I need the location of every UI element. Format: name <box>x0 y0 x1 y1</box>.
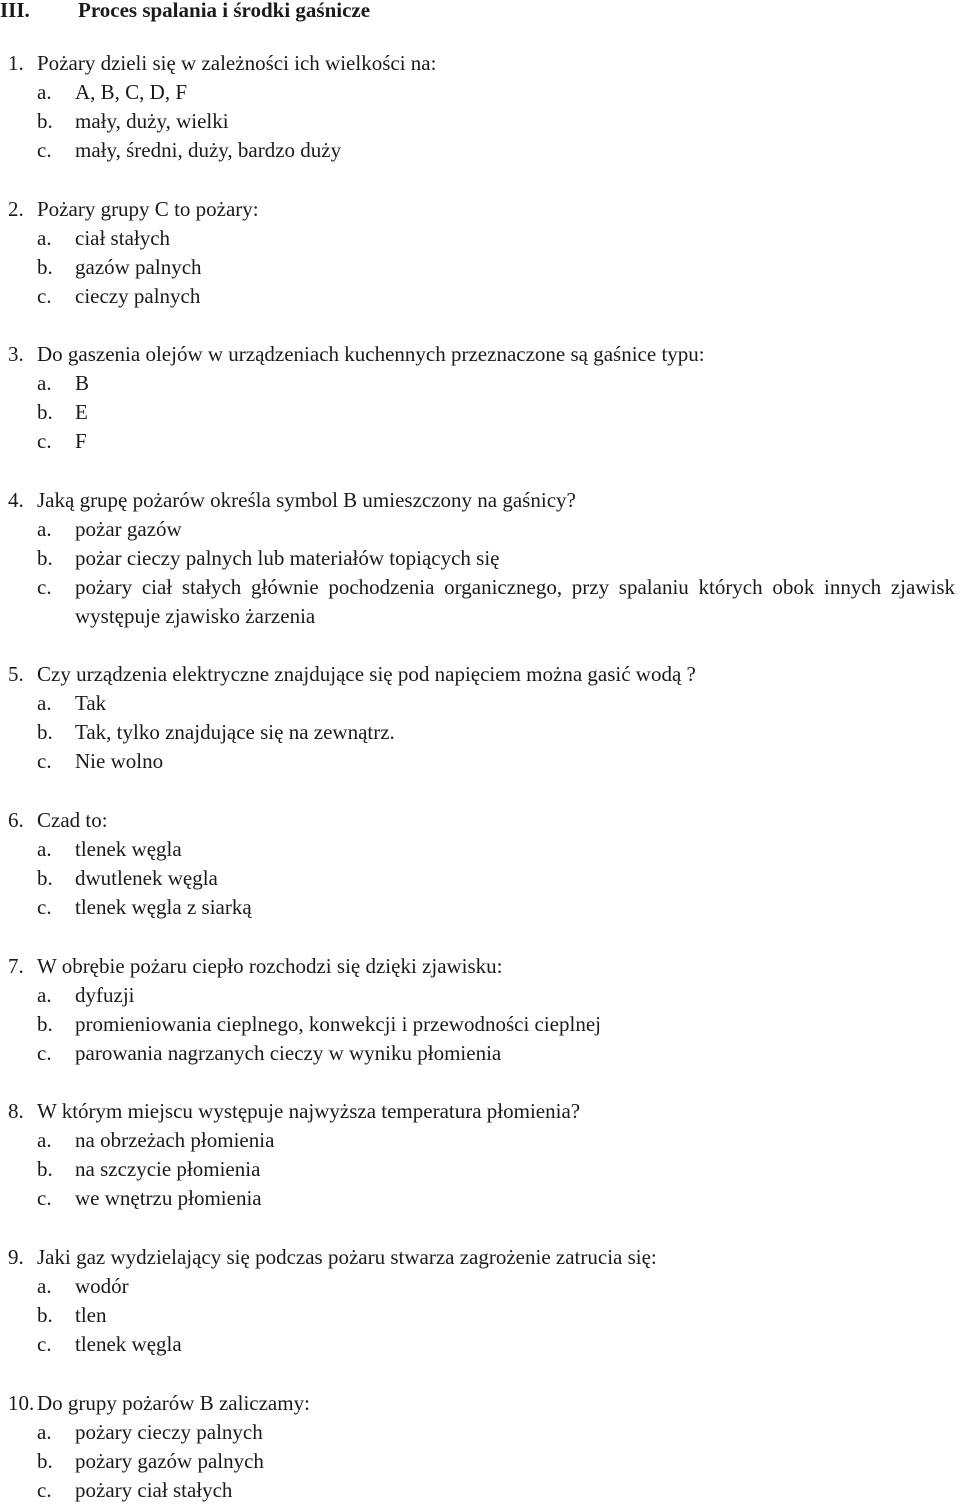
answer-option <box>0 1039 960 1068</box>
option-letter: a. <box>37 983 52 1007</box>
answer-option <box>0 1126 960 1155</box>
option-text: tlenek węgla <box>75 1332 182 1356</box>
answer-option <box>0 253 960 282</box>
option-text: B <box>75 371 90 395</box>
option-text: wodór <box>75 1274 129 1298</box>
answer-option <box>0 369 960 398</box>
option-text: gazów palnych <box>75 255 202 279</box>
question-line <box>0 340 960 369</box>
option-letter: c. <box>37 1186 52 1210</box>
question-4 <box>0 486 960 631</box>
answer-option <box>0 1330 960 1359</box>
option-letter: b. <box>37 866 53 890</box>
answer-option <box>0 398 960 427</box>
option-letter: c. <box>37 895 52 919</box>
option-text: tlenek węgla z siarką <box>75 895 252 919</box>
question-text: W obrębie pożaru ciepło rozchodzi się dzięki zjawisku: <box>37 954 503 978</box>
option-letter: c. <box>37 575 52 599</box>
question-number: 6. <box>8 808 24 832</box>
option-text: A, B, C, D, F <box>75 80 188 104</box>
question-8 <box>0 1097 960 1213</box>
option-text: pożary gazów palnych <box>75 1449 264 1473</box>
question-line <box>0 660 960 689</box>
question-number: 1. <box>8 51 24 75</box>
option-text: promieniowania cieplnego, konwekcji i przewodności cieplnej <box>75 1012 601 1036</box>
question-line <box>0 195 960 224</box>
option-letter: b. <box>37 720 53 744</box>
option-text: F <box>75 429 87 453</box>
question-2 <box>0 195 960 311</box>
section-heading <box>0 0 370 25</box>
answer-option <box>0 515 960 544</box>
option-text: pożary ciał stałych głównie pochodzenia organicznego, przy spalaniu których obok innych zjawisk występuje zjawisko żarzenia <box>75 575 955 628</box>
question-number: 8. <box>8 1099 24 1123</box>
option-letter: c. <box>37 749 52 773</box>
option-letter: b. <box>37 109 53 133</box>
option-letter: a. <box>37 1128 52 1152</box>
option-letter: a. <box>37 517 52 541</box>
question-9 <box>0 1243 960 1359</box>
answer-option <box>0 1010 960 1039</box>
question-line <box>0 486 960 515</box>
answer-option <box>0 1184 960 1213</box>
option-letter: a. <box>37 691 52 715</box>
option-text: tlenek węgla <box>75 837 182 861</box>
question-number: 9. <box>8 1245 24 1269</box>
question-line <box>0 806 960 835</box>
answer-option <box>0 1476 960 1505</box>
option-text: cieczy palnych <box>75 284 201 308</box>
question-5 <box>0 660 960 776</box>
question-line <box>0 49 960 78</box>
answer-option <box>0 981 960 1010</box>
option-text: E <box>75 400 88 424</box>
answer-option <box>0 835 960 864</box>
option-text: parowania nagrzanych cieczy w wyniku płomienia <box>75 1041 502 1065</box>
question-text: W którym miejscu występuje najwyższa temperatura płomienia? <box>37 1099 581 1123</box>
option-letter: a. <box>37 1274 52 1298</box>
option-text: we wnętrzu płomienia <box>75 1186 262 1210</box>
section-number: III. <box>0 0 30 22</box>
option-text: pożary ciał stałych <box>75 1478 233 1502</box>
option-letter: a. <box>37 371 52 395</box>
question-3 <box>0 340 960 456</box>
section-title: Proces spalania i środki gaśnicze <box>78 0 371 22</box>
option-letter: c. <box>37 1478 52 1502</box>
answer-option <box>0 689 960 718</box>
option-text: Tak <box>75 691 107 715</box>
question-number: 3. <box>8 342 24 366</box>
option-letter: a. <box>37 80 52 104</box>
option-letter: a. <box>37 226 52 250</box>
question-text: Jaki gaz wydzielający się podczas pożaru stwarza zagrożenie zatrucia się: <box>37 1245 657 1269</box>
option-text: Tak, tylko znajdujące się na zewnątrz. <box>75 720 395 744</box>
option-letter: c. <box>37 138 52 162</box>
option-text: pożar gazów <box>75 517 182 541</box>
option-text: na obrzeżach płomienia <box>75 1128 275 1152</box>
answer-option <box>0 1418 960 1447</box>
question-7 <box>0 952 960 1068</box>
option-text: mały, duży, wielki <box>75 109 229 133</box>
answer-option <box>0 1447 960 1476</box>
option-letter: a. <box>37 1420 52 1444</box>
answer-option <box>0 136 960 165</box>
answer-option <box>0 427 960 456</box>
option-letter: b. <box>37 255 53 279</box>
option-letter: b. <box>37 1303 53 1327</box>
option-text: tlen <box>75 1303 107 1327</box>
option-text: pożar cieczy palnych lub materiałów topiących się <box>75 546 500 570</box>
option-letter: c. <box>37 284 52 308</box>
question-text: Do gaszenia olejów w urządzeniach kuchennych przeznaczone są gaśnice typu: <box>37 342 705 366</box>
option-text: ciał stałych <box>75 226 171 250</box>
question-line <box>0 1243 960 1272</box>
question-number: 10. <box>8 1391 35 1415</box>
option-letter: c. <box>37 429 52 453</box>
option-letter: a. <box>37 837 52 861</box>
option-text: mały, średni, duży, bardzo duży <box>75 138 342 162</box>
answer-option <box>0 747 960 776</box>
answer-option <box>0 544 960 573</box>
answer-option <box>0 864 960 893</box>
option-text: dyfuzji <box>75 983 135 1007</box>
answer-option <box>0 718 960 747</box>
answer-option <box>0 224 960 253</box>
question-line <box>0 1097 960 1126</box>
question-number: 2. <box>8 197 24 221</box>
answer-option <box>0 1272 960 1301</box>
question-line <box>0 952 960 981</box>
question-6 <box>0 806 960 922</box>
option-text: dwutlenek węgla <box>75 866 218 890</box>
question-10 <box>0 1389 960 1505</box>
answer-option <box>0 78 960 107</box>
answer-option <box>0 573 960 631</box>
option-text: pożary cieczy palnych <box>75 1420 263 1444</box>
option-letter: c. <box>37 1041 52 1065</box>
question-text: Pożary grupy C to pożary: <box>37 197 259 221</box>
option-letter: c. <box>37 1332 52 1356</box>
question-number: 7. <box>8 954 24 978</box>
question-1 <box>0 49 960 165</box>
answer-option <box>0 1301 960 1330</box>
option-letter: b. <box>37 400 53 424</box>
answer-option <box>0 107 960 136</box>
answer-option <box>0 893 960 922</box>
question-line <box>0 1389 960 1418</box>
question-text: Czad to: <box>37 808 108 832</box>
question-text: Pożary dzieli się w zależności ich wielkości na: <box>37 51 437 75</box>
question-text: Czy urządzenia elektryczne znajdujące się pod napięciem można gasić wodą ? <box>37 662 696 686</box>
option-letter: b. <box>37 1012 53 1036</box>
question-number: 5. <box>8 662 24 686</box>
answer-option <box>0 282 960 311</box>
option-letter: b. <box>37 1449 53 1473</box>
option-letter: b. <box>37 546 53 570</box>
answer-option <box>0 1155 960 1184</box>
question-text: Do grupy pożarów B zaliczamy: <box>37 1391 310 1415</box>
option-text: Nie wolno <box>75 749 164 773</box>
question-text: Jaką grupę pożarów określa symbol B umieszczony na gaśnicy? <box>37 488 576 512</box>
option-text: na szczycie płomienia <box>75 1157 261 1181</box>
question-number: 4. <box>8 488 24 512</box>
option-letter: b. <box>37 1157 53 1181</box>
